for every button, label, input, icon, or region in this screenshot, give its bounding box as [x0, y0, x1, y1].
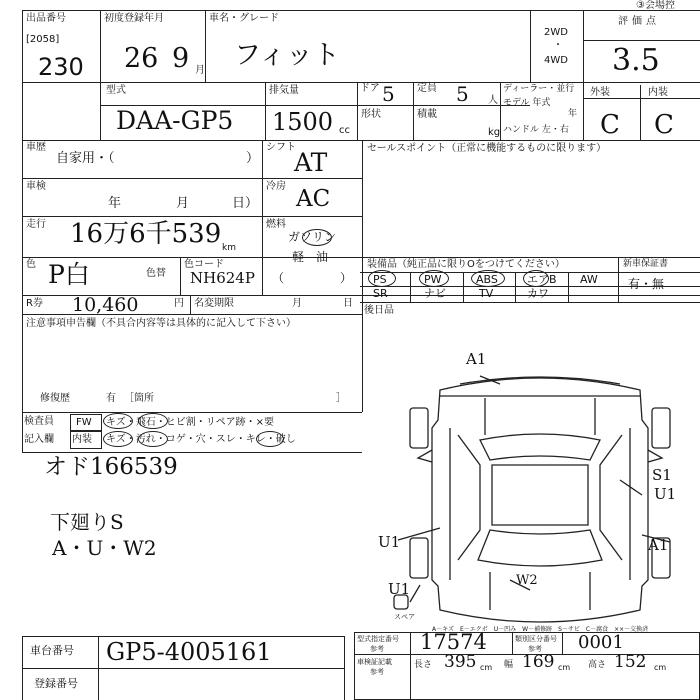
- warranty-label: 新車保証書: [623, 259, 669, 269]
- equip-ps: PS: [373, 273, 387, 286]
- shape-label: 形状: [361, 109, 381, 120]
- dims-label: 車検証記載: [357, 658, 392, 666]
- color-value: P白: [48, 260, 90, 289]
- registration-year: 26: [124, 43, 159, 74]
- lot-number: 230: [38, 53, 84, 81]
- displacement-unit: cc: [339, 125, 350, 136]
- model-year-label: モデル 年式: [503, 98, 551, 108]
- fuel-label: 燃料: [266, 219, 286, 230]
- warranty-value: 有・無: [628, 277, 665, 291]
- model-year-unit: 年: [568, 109, 578, 119]
- notes-label: 注意事項申告欄（不具合内容等は具体的に記入して下さい）: [26, 318, 296, 329]
- recycle-label: R券: [26, 298, 43, 309]
- registration-number-label: 登録番号: [34, 677, 78, 690]
- interior-grade: C: [654, 110, 674, 140]
- model-label: 型式: [106, 85, 126, 96]
- fuel-gasoline: ガソリン: [288, 230, 337, 244]
- history-label: 車歴: [26, 142, 46, 153]
- mark-u1-left: U1: [378, 533, 401, 551]
- equip-pw-circle: [419, 270, 449, 287]
- repair-label: 修復歴: [40, 393, 70, 404]
- drive-2wd: 2WD: [544, 27, 568, 38]
- name-change-day: 日: [343, 298, 353, 309]
- doors-label: ドア: [360, 83, 380, 94]
- chassis-label: 車台番号: [30, 644, 74, 657]
- fuel-circle-mark: [302, 229, 332, 246]
- category-label: 類別区分番号: [515, 635, 557, 643]
- equip-abs: ABS: [476, 273, 498, 286]
- color-code-label: 色コード: [184, 259, 224, 270]
- repair-yes: 有: [106, 393, 116, 404]
- type-designation-ref: 参考: [370, 645, 384, 653]
- exterior-label: 外装: [590, 87, 610, 98]
- interior-items: キズ・汚れ・コゲ・穴・スレ・キレ・破し: [106, 434, 296, 445]
- sheet-copy-label: ③会場控: [636, 0, 675, 11]
- category-ref: 参考: [528, 645, 542, 653]
- fuel-close: ）: [340, 271, 353, 285]
- height-value: 152: [614, 652, 647, 672]
- interior-label: 内装: [648, 87, 668, 98]
- recycle-unit: 円: [174, 298, 184, 309]
- score-label: 評価点: [618, 16, 660, 27]
- mark-w2: W2: [516, 573, 538, 588]
- damage-legend: A－キズ E－エクボ U－凹み W－補修跡 S－サビ C－腐食 ××－交換済: [432, 626, 649, 633]
- aircon-label: 冷房: [266, 181, 286, 192]
- equip-abs-circle: [471, 270, 505, 287]
- shift-value: AT: [294, 148, 328, 177]
- ni-circle-1: [103, 431, 133, 447]
- mileage-unit: km: [222, 243, 236, 253]
- interior-inspect-label: 内装: [72, 434, 92, 445]
- load-unit: kg: [488, 127, 501, 138]
- grid-line: [22, 10, 700, 11]
- inspection-day-unit: 日）: [232, 196, 259, 211]
- score-value: 3.5: [612, 43, 660, 78]
- history-close: ）: [246, 151, 260, 166]
- color-code-value: NH624P: [190, 269, 255, 287]
- car-damage-diagram: [380, 340, 700, 630]
- after-day-label: 後日品: [364, 305, 394, 316]
- registration-month: 9: [172, 43, 190, 74]
- equip-sr: SR: [373, 287, 388, 300]
- capacity-label: 定員: [417, 83, 437, 94]
- car-name-label: 車名・グレード: [209, 13, 279, 24]
- handle-label: ハンドル 左・右: [503, 125, 569, 135]
- mark-s1: S1: [652, 466, 672, 484]
- equip-leather: カワ: [527, 287, 549, 300]
- fuel-open: （: [272, 271, 285, 285]
- inspection-label: 車検: [26, 181, 46, 192]
- inspection-month-unit: 月: [176, 196, 190, 211]
- aircon-value: AC: [296, 186, 331, 212]
- lot-number-label: 出品番号: [26, 13, 66, 24]
- memo-line-1: 下廻りS: [50, 510, 124, 534]
- shift-label: シフト: [266, 142, 296, 153]
- fuel-light-oil: 軽 油: [292, 250, 329, 264]
- equipment-label: 装備品（純正品に限りOをつけてください）: [367, 259, 565, 270]
- memo-odo: オド166539: [44, 454, 178, 480]
- memo-line-2: A・U・W2: [52, 536, 157, 560]
- doors-value: 5: [382, 82, 395, 106]
- exterior-grade: C: [600, 110, 620, 140]
- equip-ps-circle: [368, 270, 396, 287]
- height-unit: cm: [654, 663, 667, 672]
- length-unit: cm: [480, 663, 493, 672]
- mark-a1-right: A1: [648, 536, 669, 554]
- mark-a1-top: A1: [466, 350, 487, 368]
- first-registration-label: 初度登録年月: [104, 13, 164, 24]
- equip-pw: PW: [424, 273, 442, 286]
- model-value: DAA-GP5: [116, 106, 234, 135]
- category-number: 0001: [578, 632, 624, 653]
- inspection-year-unit: 年: [108, 196, 122, 211]
- type-designation-number: 17574: [420, 630, 487, 654]
- dealer-label: ディーラー・並行: [503, 84, 575, 94]
- capacity-unit: 人: [488, 95, 498, 106]
- repair-close: ］: [336, 393, 346, 404]
- height-label: 高さ: [588, 660, 607, 670]
- fw-label: FW: [76, 417, 92, 428]
- recycle-value: 10,460: [72, 294, 139, 316]
- ni-circle-2: [138, 431, 168, 447]
- chassis-number: GP5-4005161: [106, 638, 272, 666]
- width-unit: cm: [558, 663, 571, 672]
- mark-u1-bottom: U1: [388, 580, 411, 598]
- repair-bracket: ［箇所: [124, 393, 154, 404]
- inspector-label: 検査員: [24, 416, 54, 427]
- length-label: 長さ: [414, 660, 433, 670]
- name-change-month: 月: [292, 298, 302, 309]
- mileage-value: 16万6千539: [70, 219, 222, 249]
- width-label: 幅: [504, 660, 514, 670]
- type-designation-label: 型式指定番号: [357, 635, 399, 643]
- displacement-label: 排気量: [269, 85, 299, 96]
- equip-airbag-circle: [523, 270, 549, 287]
- name-change-label: 名変期限: [194, 298, 234, 309]
- drive-4wd: 4WD: [544, 55, 568, 66]
- fw-circle-2: [138, 413, 168, 429]
- equip-navi: ナビ: [424, 287, 446, 300]
- mileage-label: 走行: [26, 219, 46, 230]
- load-label: 積載: [417, 109, 437, 120]
- lot-code: [2058]: [26, 34, 60, 45]
- width-value: 169: [522, 652, 555, 672]
- equip-aw: AW: [580, 273, 598, 286]
- month-unit: 月: [195, 65, 205, 76]
- length-value: 395: [444, 652, 477, 672]
- ni-circle-3: [256, 431, 284, 447]
- fw-circle-1: [103, 413, 133, 429]
- car-name: フィット: [234, 40, 340, 71]
- sales-point-label: セールスポイント（正常に機能するものに限ります）: [367, 143, 607, 154]
- history-value: 自家用・（: [56, 151, 115, 166]
- entry-field-label: 記入欄: [24, 434, 54, 445]
- equip-tv: TV: [479, 287, 494, 300]
- color-change-label: 色替: [146, 268, 166, 279]
- spare-label: スペア: [394, 613, 415, 621]
- mark-u1-right: U1: [654, 485, 677, 503]
- equip-airbag: エアB: [527, 273, 557, 286]
- dims-ref: 参考: [370, 668, 384, 676]
- capacity-value: 5: [456, 82, 469, 106]
- drive-dot: ・: [553, 40, 563, 51]
- displacement-value: 1500: [272, 108, 334, 136]
- fw-items: キズ・飛石・ヒビ割・リペア跡・×要: [106, 417, 274, 428]
- color-label: 色: [26, 259, 36, 270]
